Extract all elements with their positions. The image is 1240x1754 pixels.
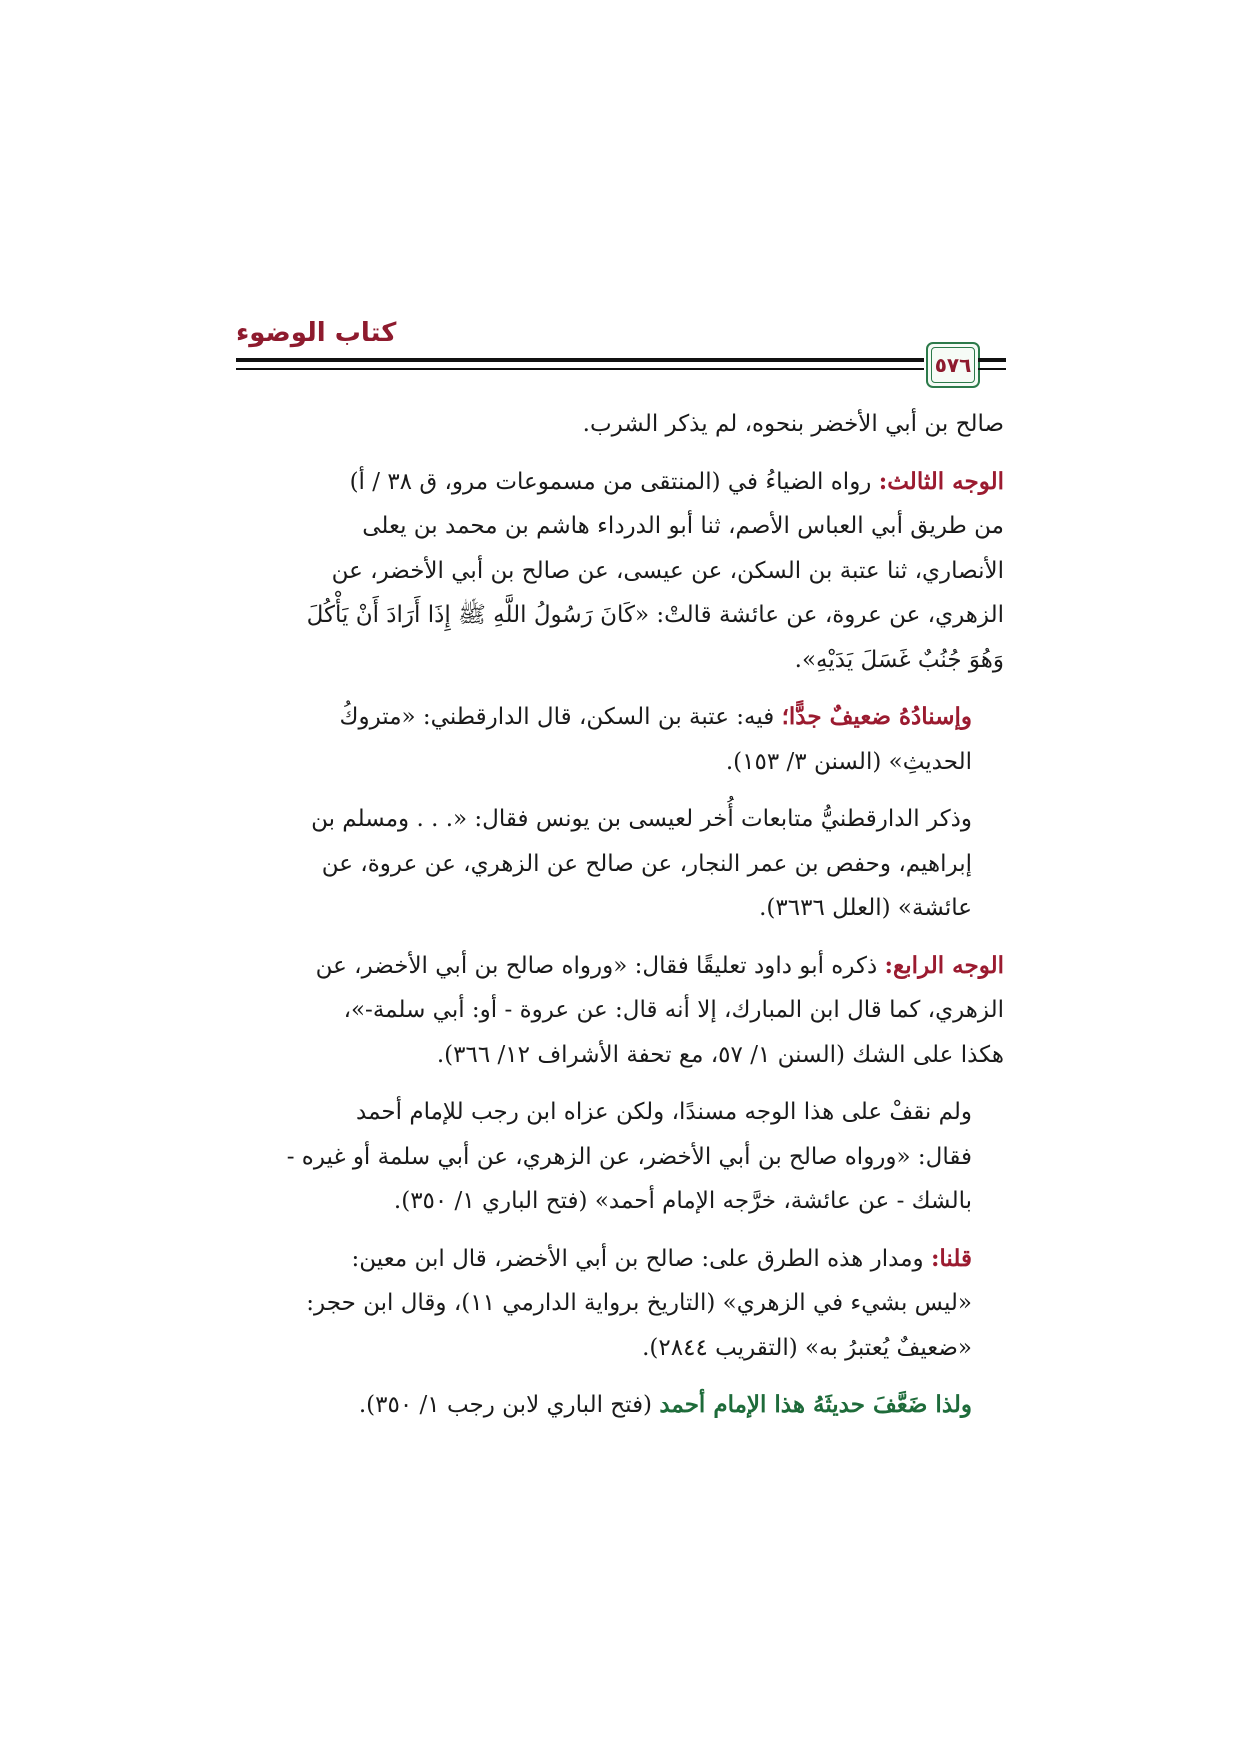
page-number: ٥٧٦: [934, 353, 972, 377]
page-header: [236, 318, 1006, 390]
paragraph-ibn-rajab: [238, 1090, 1004, 1224]
text-line-content: رواه الضياءُ في (المنتقى من مسموعات مرو، ق ٣٨ / أ): [349, 468, 872, 495]
text-line: وَهُوَ جُنُبٌ غَسَلَ يَدَيْهِ».: [794, 646, 1004, 673]
text-line: ولم نقفْ على هذا الوجه مسندًا، ولكن عزاه ابن رجب للإمام أحمد: [356, 1099, 972, 1125]
text-line-content: (فتح الباري لابن رجب ١/ ٣٥٠).: [358, 1392, 653, 1418]
text-line: عائشة» (العلل ٣٦٣٦).: [759, 895, 972, 921]
text-line: «ليس بشيء في الزهري» (التاريخ برواية الدارمي ١١)، وقال ابن حجر:: [306, 1290, 972, 1316]
section-label: الوجه الرابع:: [884, 951, 1004, 979]
paragraph-third-aspect: [238, 460, 1004, 683]
text-line: الحديثِ» (السنن ٣/ ١٥٣).: [725, 748, 972, 775]
paragraph-daraqutni: [238, 797, 1004, 931]
text-line: [238, 1383, 1004, 1428]
text-line: [238, 695, 1004, 740]
paragraph-fourth-aspect: [238, 944, 1004, 1078]
paragraph-continuation: [238, 402, 1004, 447]
page-body: [238, 402, 1004, 1441]
page-number-badge: [926, 342, 980, 388]
text-line: [238, 944, 1004, 989]
text-line: من طريق أبي العباس الأصم، ثنا أبو الدرداء هاشم بن محمد بن يعلى: [362, 513, 1004, 539]
section-label: قلنا:: [930, 1244, 972, 1272]
section-label: وإسنادُهُ ضعيفٌ جدًّا؛: [781, 703, 972, 730]
text-line: فقال: «ورواه صالح بن أبي الأخضر، عن الزهري، عن أبي سلمة أو غيره -: [286, 1143, 972, 1170]
book-title: كتاب الوضوء: [236, 318, 397, 348]
text-line: الأنصاري، ثنا عتبة بن السكن، عن عيسى، عن صالح بن أبي الأخضر، عن: [331, 557, 1004, 584]
header-rule-right-thin: [978, 368, 1006, 370]
text-line: إبراهيم، وحفص بن عمر النجار، عن صالح عن الزهري، عن عروة، عن: [321, 850, 972, 877]
header-rule-thin: [236, 368, 924, 370]
text-line-content: ذكره أبو داود تعليقًا فقال: «ورواه صالح بن أبي الأخضر، عن: [315, 952, 878, 979]
header-rule-thick: [236, 358, 924, 362]
text-line-content: فيه: عتبة بن السكن، قال الدارقطني: «متروكُ: [339, 704, 775, 730]
paragraph-isnad-weak: [238, 695, 1004, 784]
header-rule-right-thick: [978, 358, 1006, 362]
text-line-content: ومدار هذه الطرق على: صالح بن أبي الأخضر، قال ابن معين:: [351, 1245, 924, 1272]
conclusion-label: ولذا ضَعَّفَ حديثَهُ هذا الإمام أحمد: [659, 1391, 972, 1418]
section-label: الوجه الثالث:: [878, 467, 1004, 495]
text-line: [238, 460, 1004, 505]
text-line: الزهري، عن عروة، عن عائشة قالتْ: «كَانَ رَسُولُ اللَّهِ ﷺ إِذَا أَرَادَ أَنْ يَأْكُلَ: [306, 602, 1004, 628]
text-line: صالح بن أبي الأخضر بنحوه، لم يذكر الشرب.: [582, 411, 1004, 437]
text-line: وذكر الدارقطنيُّ متابعات أُخر لعيسى بن يونس فقال: «. . . ومسلم بن: [311, 806, 972, 832]
paragraph-we-said: [238, 1237, 1004, 1371]
text-line: [238, 1237, 1004, 1282]
text-line: بالشك - عن عائشة، خرَّجه الإمام أحمد» (فتح الباري ١/ ٣٥٠).: [393, 1188, 972, 1214]
paragraph-conclusion: [238, 1383, 1004, 1428]
text-line: الزهري، كما قال ابن المبارك، إلا أنه قال: عن عروة - أو: أبي سلمة-»،: [343, 997, 1004, 1023]
text-line: هكذا على الشك (السنن ١/ ٥٧، مع تحفة الأشراف ١٢/ ٣٦٦).: [436, 1041, 1004, 1068]
text-line: «ضعيفٌ يُعتبرُ به» (التقريب ٢٨٤٤).: [642, 1334, 972, 1361]
